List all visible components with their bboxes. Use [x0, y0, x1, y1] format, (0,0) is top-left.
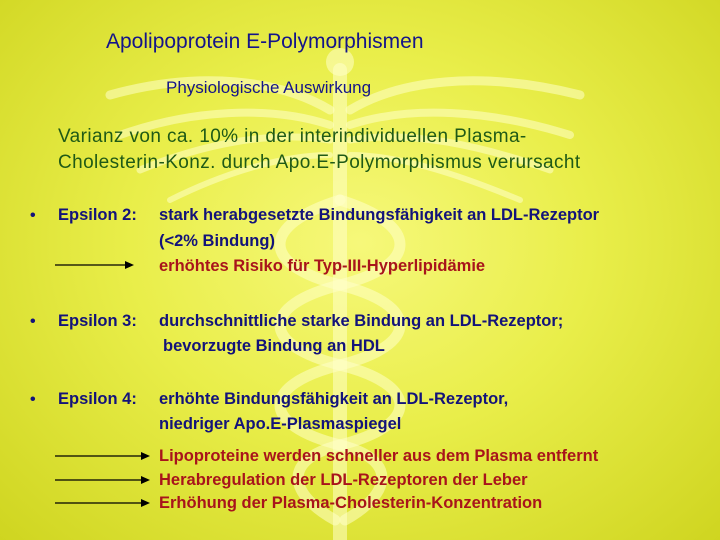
bullet-label-epsilon-3: Epsilon 3: [58, 312, 137, 330]
bullet-line-2: bevorzugte Bindung an HDL [163, 337, 385, 355]
bullet-label-epsilon-4: Epsilon 4: [58, 390, 137, 408]
intro-line-2: Cholesterin-Konz. durch Apo.E-Polymorphismus verursacht [58, 152, 581, 173]
right-arrow-icon [55, 450, 151, 462]
bullet-line-2: niedriger Apo.E-Plasmaspiegel [159, 415, 402, 433]
bullet-icon: • [30, 391, 36, 408]
bullet-line-1: durchschnittliche starke Bindung an LDL-Rezeptor; [159, 312, 564, 330]
slide-subtitle: Physiologische Auswirkung [166, 78, 372, 97]
bullet-icon: • [30, 207, 36, 224]
slide-title: Apolipoprotein E-Polymorphismen [106, 30, 424, 53]
right-arrow-icon [55, 259, 135, 271]
bullet-icon: • [30, 313, 36, 330]
bullet-line-1: erhöhte Bindungsfähigkeit an LDL-Rezeptor, [159, 390, 509, 408]
right-arrow-icon [55, 474, 151, 486]
consequence-text: erhöhtes Risiko für Typ-III-Hyperlipidämie [159, 257, 486, 275]
bullet-label-epsilon-2: Epsilon 2: [58, 206, 137, 224]
consequence-text: Erhöhung der Plasma-Cholesterin-Konzentration [159, 494, 543, 512]
consequence-text: Lipoproteine werden schneller aus dem Plasma entfernt [159, 447, 599, 465]
bullet-line-1: stark herabgesetzte Bindungsfähigkeit an LDL-Rezeptor [159, 206, 600, 224]
right-arrow-icon [55, 497, 151, 509]
bullet-line-2: (<2% Bindung) [159, 232, 275, 250]
intro-line-1: Varianz von ca. 10% in der interindividuellen Plasma- [58, 126, 527, 147]
consequence-text: Herabregulation der LDL-Rezeptoren der Leber [159, 471, 528, 489]
